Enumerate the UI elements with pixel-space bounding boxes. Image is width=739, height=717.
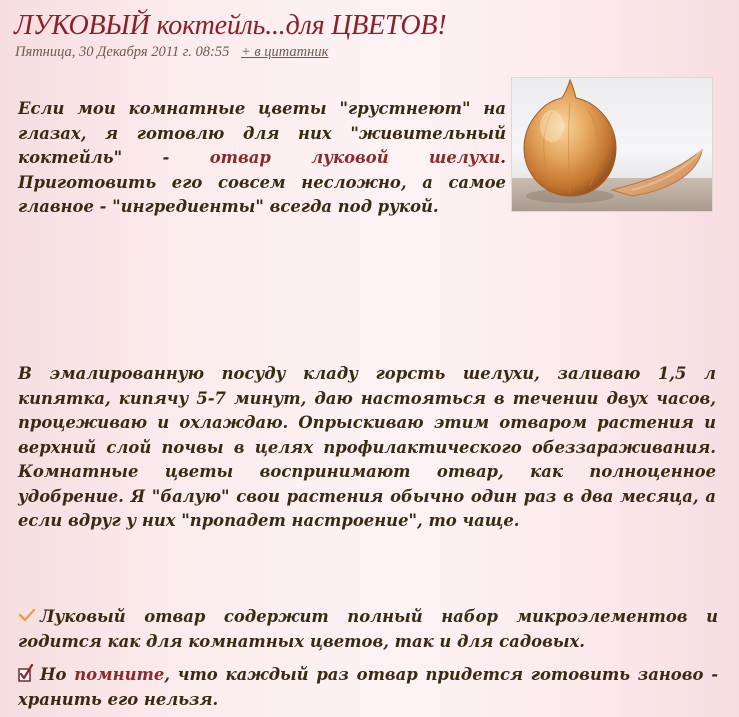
onion-image (511, 77, 713, 212)
onion-illustration (512, 78, 712, 211)
tip-paragraph (18, 605, 718, 654)
check-icon (18, 609, 36, 623)
post-meta (15, 44, 328, 61)
intro-text-end: . Приготовить его совсем несложно, а самое главное - "ингредиенты" всегда под рукой. (18, 148, 507, 216)
recipe-paragraph: В эмалированную посуду кладу горсть шелухи, заливаю 1,5 л кипятка, кипячу 5-7 минут, даю настояться в течении двух часов, процеживаю и охлаждаю. Опрыскиваю этим отваром растения и верхний слой почвы в целях профилактического обеззараживания. Комнатные цветы воспринимают отвар, как полноценное удобрение. Я "балую" свои растения обычно один раз в два месяца, а если вдруг у них "пропадет настроение", то чаще. (18, 364, 716, 530)
warning-text-start: Но (40, 665, 75, 684)
tip-text: Луковый отвар содержит полный набор микроэлементов и годится как для комнатных цветов, так и для садовых. (18, 607, 718, 651)
onion-peel-decoction-link[interactable]: отвар луковой шелухи (209, 148, 501, 167)
warning-text-end: , что каждый раз отвар придется готовить заново - хранить его нельзя. (18, 665, 718, 709)
post-title: ЛУКОВЫЙ коктейль...для ЦВЕТОВ! (14, 10, 447, 41)
remember-link[interactable]: помните (74, 665, 165, 684)
intro-text-start: Если мои комнатные цветы "грустнеют" на глазах, я готовлю для них "живительный коктейль" - (18, 99, 506, 167)
checkbox-icon (18, 664, 34, 682)
add-to-quotes-link[interactable]: + в цитатник (240, 44, 329, 60)
intro-paragraph (18, 97, 506, 220)
warning-paragraph (18, 663, 718, 712)
post-date: Пятница, 30 Декабря 2011 г. 08:55 (15, 44, 230, 60)
